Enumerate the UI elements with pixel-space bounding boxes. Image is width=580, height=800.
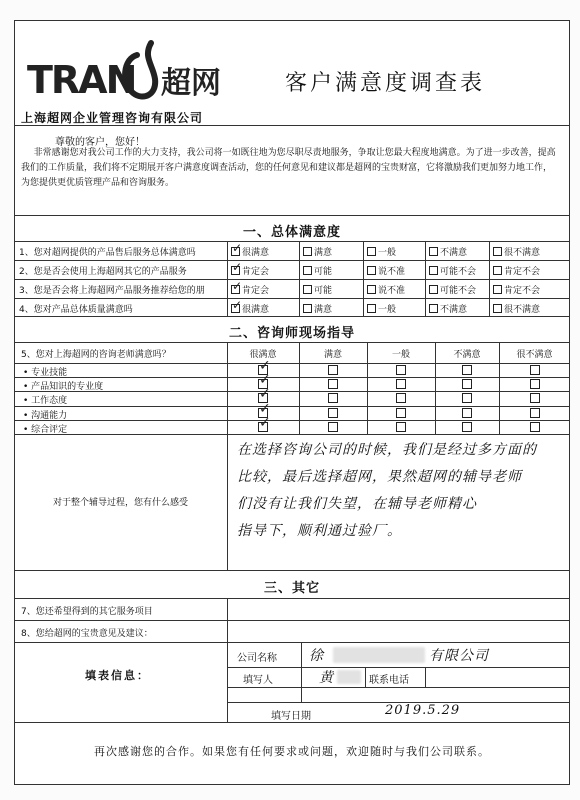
- option-label: 说不准: [378, 267, 406, 277]
- checkbox[interactable]: [303, 285, 312, 294]
- q7-label: 7、您还希望得到的其它服务项目: [21, 607, 153, 617]
- checkbox[interactable]: [429, 304, 438, 313]
- bullet-icon: •: [23, 368, 32, 378]
- q1-option[interactable]: [493, 245, 540, 258]
- closing-message: 再次感谢您的合作。如果您有任何要求或问题，欢迎随时与我们公司联系。: [94, 745, 490, 758]
- rating-checkbox[interactable]: [396, 393, 406, 403]
- divider: [301, 642, 302, 702]
- divider: [425, 667, 426, 687]
- q3-option[interactable]: [493, 283, 540, 296]
- divider: [15, 215, 569, 216]
- q2-option[interactable]: [493, 264, 540, 277]
- checkbox[interactable]: [429, 285, 438, 294]
- q1-label: 1、您对超网提供的产品售后服务总体满意吗: [19, 248, 196, 258]
- q3-option[interactable]: [303, 283, 332, 296]
- checkbox[interactable]: [231, 247, 240, 256]
- checkbox[interactable]: [367, 266, 376, 275]
- divider: [15, 260, 569, 261]
- date-value: 2019.5.29: [385, 703, 461, 718]
- rating-checkbox[interactable]: [530, 379, 540, 389]
- option-label: 可能: [314, 267, 333, 277]
- feeling-line-4: 指导下，顺利通过验厂。: [237, 523, 402, 539]
- rating-checkbox[interactable]: [396, 365, 406, 375]
- divider: [15, 420, 569, 421]
- checkbox[interactable]: [367, 304, 376, 313]
- checkbox[interactable]: [303, 247, 312, 256]
- form-title: 客户满意度调查表: [285, 71, 486, 96]
- divider: [435, 342, 436, 434]
- divider: [227, 642, 228, 722]
- checkbox[interactable]: [367, 247, 376, 256]
- rating-item-text: 工作态度: [31, 396, 68, 407]
- checkbox[interactable]: [493, 266, 502, 275]
- q4-option[interactable]: [367, 302, 396, 315]
- q4-option[interactable]: [231, 302, 269, 315]
- option-label: 肯定不会: [504, 267, 541, 277]
- rating-item-text: 专业技能: [31, 368, 68, 378]
- bullet-icon: •: [23, 424, 32, 435]
- option-label: 可能不会: [440, 286, 477, 296]
- rating-checkbox[interactable]: [530, 408, 540, 418]
- company-name: 上海超网企业管理咨询有限公司: [21, 111, 204, 125]
- option-label: 可能不会: [440, 267, 477, 277]
- rating-checkbox[interactable]: [396, 379, 406, 389]
- checkbox[interactable]: [231, 285, 240, 294]
- rating-checkbox[interactable]: [328, 379, 338, 389]
- rating-checkbox[interactable]: [328, 422, 338, 432]
- q4-option[interactable]: [493, 302, 540, 315]
- rating-checkbox[interactable]: [530, 422, 540, 432]
- phone-label: 联系电话: [369, 675, 409, 686]
- divider: [365, 667, 366, 687]
- divider: [15, 316, 569, 317]
- option-label: 很满意: [242, 248, 270, 258]
- company-name-value-start: 徐: [309, 648, 324, 664]
- column-header: 很不满意: [516, 350, 553, 360]
- q1-option[interactable]: [303, 245, 332, 258]
- rating-checkbox[interactable]: [396, 408, 406, 418]
- rating-item-label: [23, 422, 67, 435]
- divider: [15, 434, 569, 435]
- rating-item-label: [23, 393, 67, 406]
- redacted-area: [337, 670, 361, 684]
- bullet-icon: •: [23, 396, 32, 407]
- checkbox[interactable]: [429, 266, 438, 275]
- rating-item-text: 沟通能力: [31, 410, 68, 421]
- trans-logo-icon: [25, 35, 245, 105]
- divider: [15, 279, 569, 280]
- greeting: 尊敬的客户，您好！: [55, 137, 145, 148]
- divider: [425, 241, 426, 317]
- divider: [15, 377, 569, 378]
- feeling-line-1: 在选择咨询公司的时候，我们是经过多方面的: [237, 442, 537, 458]
- divider: [15, 406, 569, 407]
- q2-option[interactable]: [231, 264, 269, 277]
- filler-label: 填写人: [243, 675, 273, 686]
- rating-checkbox[interactable]: [258, 422, 268, 432]
- checkbox[interactable]: [303, 266, 312, 275]
- divider: [15, 391, 569, 392]
- feeling-line-2: 比较，最后选择超网，果然超网的辅导老师: [237, 469, 522, 485]
- divider: [499, 342, 500, 434]
- section2-title: 二、咨询师现场指导: [228, 326, 355, 341]
- company-name-value-end: 有限公司: [429, 648, 489, 664]
- option-label: 很不满意: [504, 248, 541, 258]
- checkbox[interactable]: [493, 304, 502, 313]
- divider: [15, 598, 569, 599]
- svg-text:TRAN: TRAN: [27, 58, 136, 102]
- q3-label: 3、您是否会将上海超网产品服务推荐给您的朋: [19, 286, 205, 296]
- rating-checkbox[interactable]: [328, 393, 338, 403]
- checkbox[interactable]: [429, 247, 438, 256]
- divider: [227, 434, 228, 570]
- redacted-area: [333, 647, 425, 663]
- option-label: 不满意: [440, 305, 468, 315]
- q4-option[interactable]: [303, 302, 332, 315]
- company-name-label: 公司名称: [237, 653, 277, 664]
- section1-title: 一、总体满意度: [242, 225, 341, 240]
- divider: [227, 241, 228, 317]
- checkbox[interactable]: [367, 285, 376, 294]
- rating-checkbox[interactable]: [328, 365, 338, 375]
- option-label: 一般: [378, 248, 397, 258]
- svg-text:超网: 超网: [161, 66, 221, 101]
- divider: [15, 342, 569, 343]
- rating-item-text: 产品知识的专业度: [31, 382, 104, 393]
- rating-checkbox[interactable]: [396, 422, 406, 432]
- q2-option[interactable]: [303, 264, 332, 277]
- option-label: 不满意: [440, 248, 468, 258]
- option-label: 很满意: [242, 305, 270, 315]
- feeling-label: 对于整个辅导过程，您有什么感受: [53, 498, 189, 508]
- rating-item-label: [23, 379, 103, 392]
- divider: [227, 687, 569, 688]
- q1-option[interactable]: [231, 245, 269, 258]
- q1-option[interactable]: [367, 245, 396, 258]
- divider: [299, 241, 300, 317]
- fill-info-label: 填表信息：: [85, 669, 150, 682]
- option-label: 一般: [378, 305, 397, 315]
- rating-checkbox[interactable]: [530, 365, 540, 375]
- survey-form: [14, 20, 570, 785]
- divider: [15, 642, 569, 643]
- q1-option[interactable]: [429, 245, 467, 258]
- bullet-icon: •: [23, 382, 32, 393]
- q2-label: 2、您是否会使用上海超网其它的产品服务: [19, 267, 187, 277]
- rating-item-text: 综合评定: [31, 424, 68, 435]
- q4-label: 4、您对产品总体质量满意吗: [19, 305, 133, 315]
- column-header: 很满意: [249, 350, 277, 360]
- q2-option[interactable]: [367, 264, 405, 277]
- rating-checkbox[interactable]: [462, 365, 472, 375]
- column-header: 满意: [323, 350, 342, 360]
- q3-option[interactable]: [367, 283, 405, 296]
- rating-checkbox[interactable]: [462, 422, 472, 432]
- rating-checkbox[interactable]: [462, 393, 472, 403]
- option-label: 说不准: [378, 286, 406, 296]
- q3-option[interactable]: [231, 283, 269, 296]
- divider: [227, 342, 228, 434]
- date-label: 填写日期: [271, 711, 311, 722]
- option-label: 满意: [314, 248, 333, 258]
- q8-label: 8、您给超网的宝贵意见及建议：: [21, 629, 153, 639]
- rating-item-label: [23, 365, 67, 378]
- section3-title: 三、其它: [263, 581, 320, 596]
- option-label: 很不满意: [504, 305, 541, 315]
- divider: [15, 241, 569, 242]
- rating-item-label: [23, 408, 67, 421]
- checkbox[interactable]: [231, 266, 240, 275]
- checkbox[interactable]: [303, 304, 312, 313]
- divider: [15, 570, 569, 571]
- rating-checkbox[interactable]: [530, 393, 540, 403]
- divider: [15, 363, 569, 364]
- divider: [363, 241, 364, 317]
- divider: [15, 298, 569, 299]
- divider: [489, 241, 490, 317]
- intro-paragraph: 非常感谢您对我公司工作的大力支持，我公司将一如既往地为您尽职尽责地服务，争取让您最大程度地满意。为了进一步改善，提高我们的工作质量，我们将不定期展开客户满意度调查活动，您的任何意见和建议都是超网的宝贵财富，它将激励我们更加努力地工作，为您提供更优质管理产品和咨询服务。: [21, 148, 556, 188]
- divider: [367, 342, 368, 434]
- rating-checkbox[interactable]: [462, 379, 472, 389]
- feeling-line-3: 们没有让我们失望，在辅导老师精心: [237, 496, 477, 512]
- option-label: 满意: [314, 305, 333, 315]
- checkbox[interactable]: [493, 285, 502, 294]
- q4-option[interactable]: [429, 302, 467, 315]
- q5-label: 5、您对上海超网的咨询老师满意吗？: [21, 350, 171, 360]
- option-label: 肯定不会: [504, 286, 541, 296]
- rating-checkbox[interactable]: [462, 408, 472, 418]
- checkbox[interactable]: [493, 247, 502, 256]
- divider: [15, 722, 569, 723]
- divider: [15, 620, 569, 621]
- column-header: 一般: [391, 350, 410, 360]
- checkbox[interactable]: [231, 304, 240, 313]
- column-header: 不满意: [453, 350, 481, 360]
- divider: [227, 667, 569, 668]
- header-divider: [15, 125, 569, 126]
- filler-value: 黄: [319, 670, 334, 686]
- option-label: 可能: [314, 286, 333, 296]
- option-label: 肯定会: [242, 267, 270, 277]
- bullet-icon: •: [23, 410, 32, 421]
- option-label: 肯定会: [242, 286, 270, 296]
- rating-checkbox[interactable]: [328, 408, 338, 418]
- divider: [299, 342, 300, 434]
- q3-option[interactable]: [429, 283, 476, 296]
- q2-option[interactable]: [429, 264, 476, 277]
